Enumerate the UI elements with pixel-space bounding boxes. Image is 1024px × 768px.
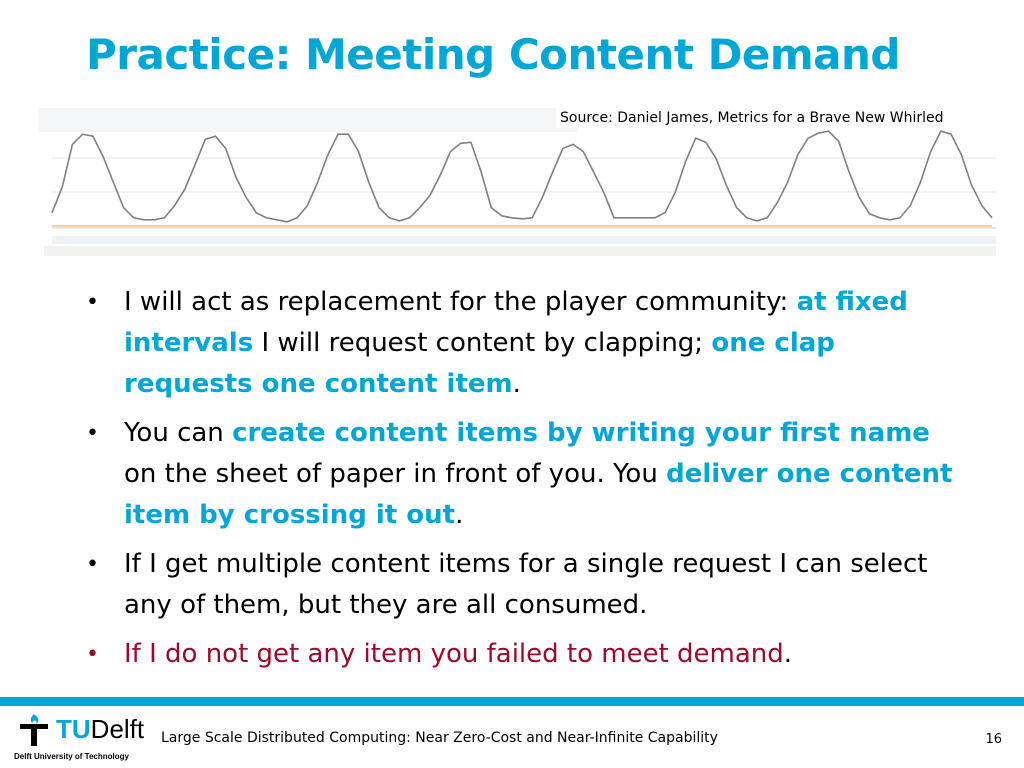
bullet-item xyxy=(86,282,966,405)
bullet-text: . xyxy=(512,369,521,399)
bullet-text: at fixed intervals xyxy=(124,287,908,358)
chart-header-strip xyxy=(38,108,578,132)
bullet-text: create content items by writing your first name xyxy=(232,418,930,448)
logo-tu: TU xyxy=(56,714,91,744)
logo-wordmark xyxy=(56,714,144,745)
page-number: 16 xyxy=(985,732,1002,747)
chart-date-range-bar xyxy=(44,246,996,256)
bullet-list xyxy=(86,282,966,683)
bullet-text: I will request content by clapping; xyxy=(253,328,712,358)
footer-course-title: Large Scale Distributed Computing: Near Zero-Cost and Near-Infinite Capability xyxy=(161,730,718,746)
footer-accent-bar xyxy=(0,697,1024,706)
logo-delft: Delft xyxy=(90,714,145,744)
bullet-text: . xyxy=(783,639,793,669)
slide-title: Practice: Meeting Content Demand xyxy=(86,30,900,79)
flame-icon xyxy=(14,712,54,748)
tu-delft-logo xyxy=(14,712,145,766)
bullet-text: If I do not get any item you failed to meet demand xyxy=(124,639,784,669)
logo-subtitle: Delft University of Technology xyxy=(14,752,129,761)
bullet-text: You can xyxy=(124,418,233,448)
bullet-text: . xyxy=(455,500,464,530)
bullet-text: deliver one content item by crossing it out xyxy=(124,459,953,530)
bullet-text: on the sheet of paper in front of you. You xyxy=(124,459,667,489)
chart-range-navigator xyxy=(52,236,996,244)
source-note: Source: Daniel James, Metrics for a Brave New Whirled xyxy=(556,108,992,128)
bullet-text: If I get multiple content items for a single request I can select any of them, but they are all consumed. xyxy=(124,549,928,620)
bullet-text: one clap requests one content item xyxy=(124,328,835,399)
bullet-text: I will act as replacement for the player community: xyxy=(124,287,797,317)
bullet-item xyxy=(86,634,966,675)
bullet-item xyxy=(86,544,966,626)
bullet-item xyxy=(86,413,966,536)
